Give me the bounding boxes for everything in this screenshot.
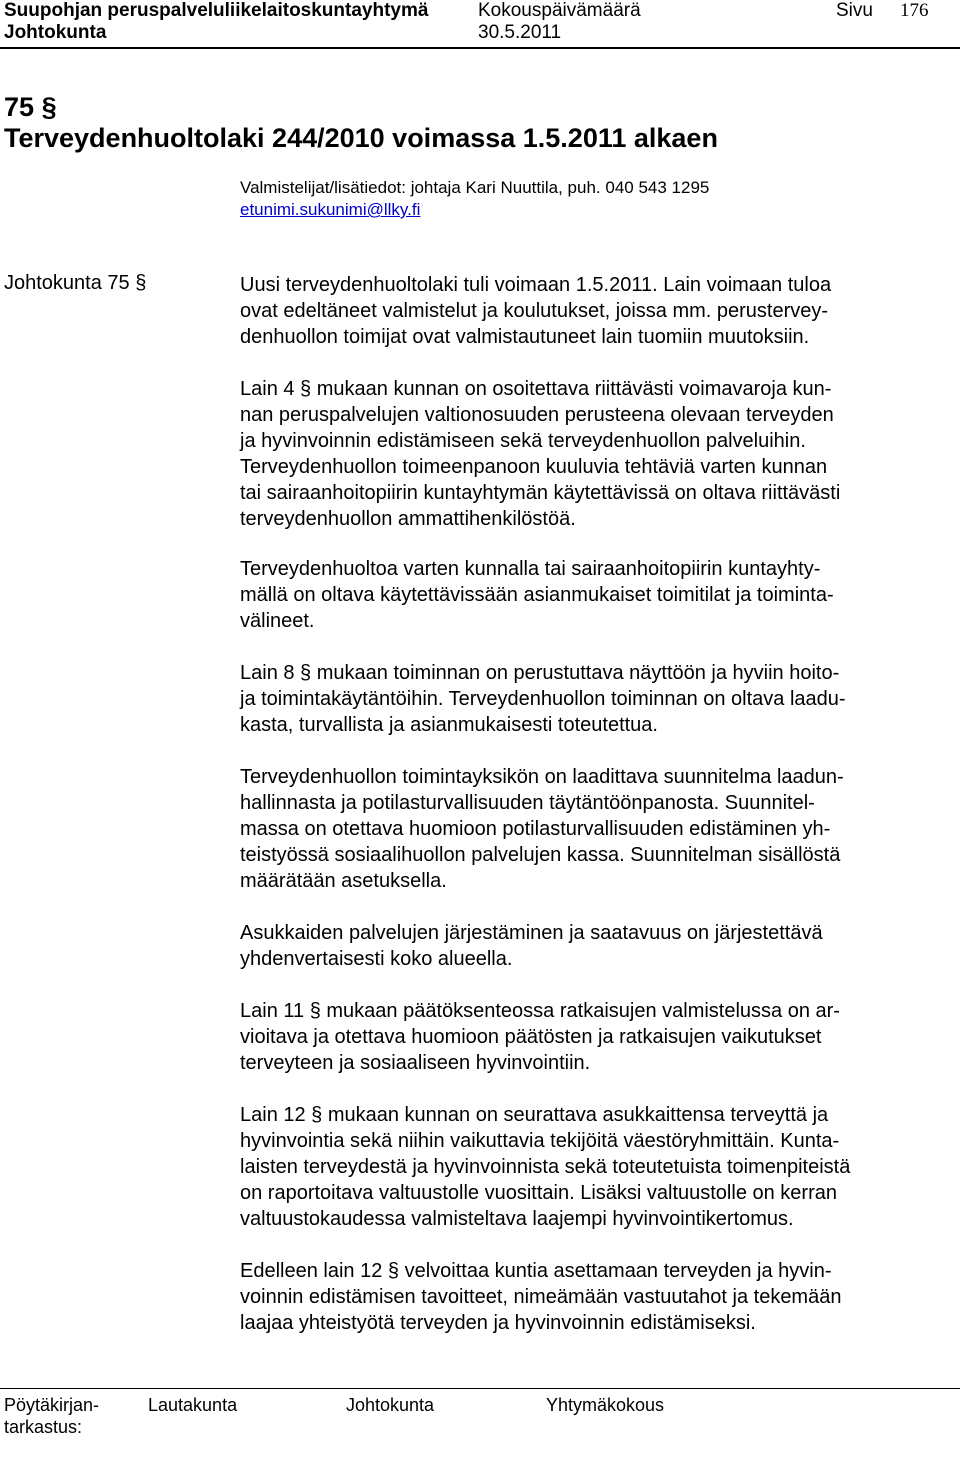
footer-assembly: Yhtymäkokous — [546, 1395, 665, 1415]
paragraph-line: nan peruspalvelujen valtionosuuden perusteena olevaan terveyden — [240, 404, 834, 426]
paragraph-line: tai sairaanhoitopiirin kuntayhtymän käytettävissä on oltava riittävästi — [240, 482, 841, 504]
paragraph-line: on raportoitava valtuustolle vuosittain. Lisäksi valtuustolle on kerran — [240, 1182, 837, 1204]
section-title: Terveydenhuoltolaki 244/2010 voimassa 1.5.2011 alkaen — [4, 123, 718, 153]
organization-name: Suupohjan peruspalveluliikelaitoskuntayhtymä — [4, 0, 429, 21]
paragraph-line: vioitava ja otettava huomioon päätösten ja ratkaisujen vaikutukset — [240, 1026, 822, 1048]
paragraph-line: Lain 11 § mukaan päätöksenteossa ratkaisujen valmistelussa on ar- — [240, 1000, 840, 1022]
section-sign-icon: § — [135, 272, 147, 294]
footer-divider — [0, 1388, 960, 1389]
minutes-check-label-1: Pöytäkirjan- — [4, 1395, 100, 1415]
paragraph-line: terveydenhuollon ammattihenkilöstöä. — [240, 508, 576, 530]
section-number: 75 — [4, 92, 35, 122]
paragraph-line: yhdenvertaisesti koko alueella. — [240, 948, 513, 970]
paragraph — [240, 272, 940, 350]
paragraph-line: laisten terveydestä ja hyvinvoinnista sekä toteutetuista toimenpiteistä — [240, 1156, 851, 1178]
paragraph-line: teistyössä sosiaalihuollon palvelujen kassa. Suunnitelman sisällöstä — [240, 844, 841, 866]
page-label: Sivu — [836, 0, 873, 21]
paragraph-line: ja toimintakäytäntöihin. Terveydenhuollon toiminnan on oltava laadu- — [240, 688, 846, 710]
paragraph-line: voinnin edistämisen tavoitteet, nimeämään vastuutahot ja tekemään — [240, 1286, 842, 1308]
section-sign-icon: § — [41, 92, 57, 122]
paragraph-line: ja hyvinvoinnin edistämiseen sekä terveydenhuollon palveluihin. — [240, 430, 806, 452]
paragraph-line: Edelleen lain 12 § velvoittaa kuntia asettamaan terveyden ja hyvin- — [240, 1260, 832, 1282]
paragraph-line: Terveydenhuoltoa varten kunnalla tai sairaanhoitopiirin kuntayhty- — [240, 558, 821, 580]
paragraph-line: valtuustokaudessa valmisteltava laajempi hyvinvointikertomus. — [240, 1208, 794, 1230]
paragraph-line: massa on otettava huomioon potilasturvallisuuden edistäminen yh- — [240, 818, 831, 840]
section-number-line — [4, 92, 57, 123]
body-reference — [4, 272, 146, 295]
paragraph-line: Asukkaiden palvelujen järjestäminen ja saatavuus on järjestettävä — [240, 922, 823, 944]
paragraph-line: määrätään asetuksella. — [240, 870, 447, 892]
paragraph — [240, 920, 940, 972]
paragraph-line: Lain 4 § mukaan kunnan on osoitettava riittävästi voimavaroja kun- — [240, 378, 832, 400]
paragraph-line: denhuollon toimijat ovat valmistautuneet lain tuomiin muutoksiin. — [240, 326, 810, 348]
governing-body: Johtokunta — [4, 22, 107, 43]
paragraph — [240, 556, 940, 634]
footer-board: Johtokunta — [346, 1395, 435, 1415]
paragraph-line: hallinnasta ja potilasturvallisuuden täytäntöönpanosta. Suunnitel- — [240, 792, 815, 814]
paragraph-line: Lain 8 § mukaan toiminnan on perustuttava näyttöön ja hyviin hoito- — [240, 662, 840, 684]
paragraph — [240, 376, 940, 532]
paragraph — [240, 998, 940, 1076]
paragraph-line: laajaa yhteistyötä terveyden ja hyvinvoinnin edistämiseksi. — [240, 1312, 756, 1334]
header-divider — [0, 47, 960, 49]
footer-committee: Lautakunta — [148, 1395, 238, 1415]
preparers-line: Valmistelijat/lisätiedot: johtaja Kari Nuuttila, puh. 040 543 1295 — [240, 178, 710, 197]
paragraph — [240, 660, 940, 738]
paragraph-line: terveyteen ja sosiaaliseen hyvinvointiin. — [240, 1052, 591, 1074]
minutes-check-label-2: tarkastus: — [4, 1417, 83, 1437]
paragraph-line: Terveydenhuollon toimintayksikön on laadittava suunnitelma laadun- — [240, 766, 844, 788]
paragraph-line: Terveydenhuollon toimeenpanoon kuuluvia tehtäviä varten kunnan — [240, 456, 828, 478]
paragraph-line: hyvinvointia sekä niihin vaikuttavia tekijöitä väestöryhmittäin. Kunta- — [240, 1130, 840, 1152]
meeting-date: 30.5.2011 — [478, 22, 562, 43]
body-reference-label: Johtokunta 75 — [4, 272, 130, 294]
paragraph — [240, 764, 940, 894]
paragraph-line: Lain 12 § mukaan kunnan on seurattava asukkaittensa terveyttä ja — [240, 1104, 829, 1126]
paragraph-line: kasta, turvallista ja asianmukaisesti toteutettua. — [240, 714, 658, 736]
contact-email-link[interactable]: etunimi.sukunimi@llky.fi — [240, 200, 421, 219]
paragraph-line: ovat edeltäneet valmistelut ja koulutukset, joissa mm. perustervey- — [240, 300, 829, 322]
paragraph-line: mällä on oltava käytettävissään asianmukaiset toimitilat ja toiminta- — [240, 584, 834, 606]
paragraph-line: välineet. — [240, 610, 315, 632]
paragraph-line: Uusi terveydenhuoltolaki tuli voimaan 1.5.2011. Lain voimaan tuloa — [240, 274, 832, 296]
meeting-date-label: Kokouspäivämäärä — [478, 0, 641, 21]
paragraph — [240, 1258, 940, 1336]
paragraph — [240, 1102, 940, 1232]
page-number: 176 — [900, 0, 929, 21]
